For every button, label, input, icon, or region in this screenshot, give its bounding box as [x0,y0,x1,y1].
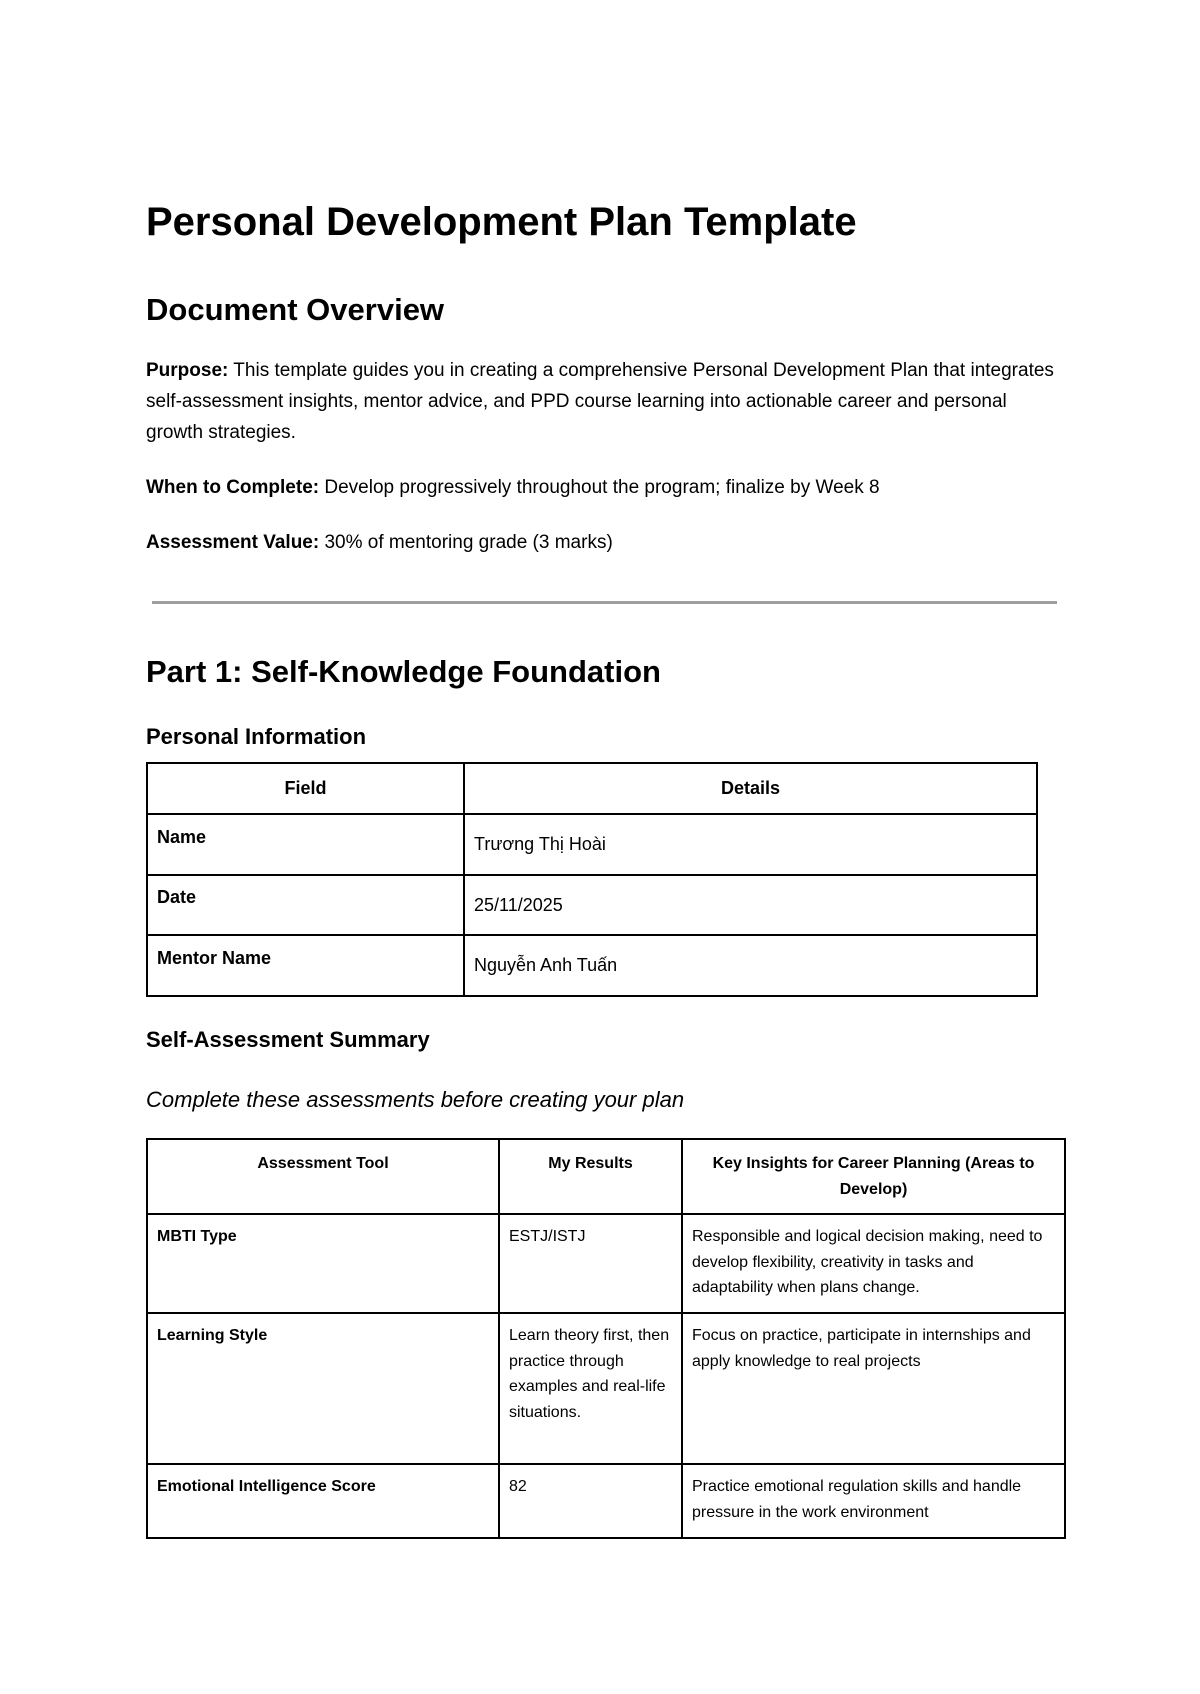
purpose-label: Purpose: [146,360,229,381]
overview-heading: Document Overview [146,292,445,327]
value-label: Assessment Value: [146,532,320,553]
personal-info-heading: Personal Information [146,724,367,749]
details-cell: 25/11/2025 [464,875,1037,935]
table-row [147,1313,1065,1464]
tool-cell: MBTI Type [147,1214,499,1313]
details-cell: Trương Thị Hoài [464,814,1037,875]
value-text: 30% of mentoring grade (3 marks) [319,532,613,553]
results-cell: 82 [499,1464,682,1538]
personal-info-table [146,762,1038,997]
when-label: When to Complete: [146,477,320,498]
table-row [147,875,1037,935]
column-header: Details [464,763,1037,814]
table-row [147,935,1037,996]
assessment-note: Complete these assessments before creating your plan [146,1087,685,1112]
column-header: My Results [499,1139,682,1214]
field-cell: Mentor Name [147,935,464,996]
table-row [147,1464,1065,1538]
column-header: Key Insights for Career Planning (Areas to Develop) [682,1139,1065,1214]
tool-cell: Emotional Intelligence Score [147,1464,499,1538]
insights-cell: Focus on practice, participate in internships and apply knowledge to real projects [682,1313,1065,1464]
table-row [147,814,1037,875]
page-title: Personal Development Plan Template [146,200,857,244]
when-text: Develop progressively throughout the program; finalize by Week 8 [319,477,880,498]
results-cell: ESTJ/ISTJ [499,1214,682,1313]
section-divider [152,601,1057,604]
document-content [146,196,1066,1539]
insights-cell: Responsible and logical decision making, need to develop flexibility, creativity in tasks and adaptability when plans change. [682,1214,1065,1313]
value-paragraph [146,527,1066,558]
details-cell: Nguyễn Anh Tuấn [464,935,1037,996]
field-cell: Date [147,875,464,935]
results-cell: Learn theory first, then practice through examples and real-life situations. [499,1313,682,1464]
column-header: Field [147,763,464,814]
insights-cell: Practice emotional regulation skills and handle pressure in the work environment [682,1464,1065,1538]
column-header: Assessment Tool [147,1139,499,1214]
table-header-row [147,1139,1065,1214]
field-cell: Name [147,814,464,875]
when-paragraph [146,472,1066,503]
self-assessment-table [146,1138,1066,1539]
purpose-paragraph [146,355,1066,448]
tool-cell: Learning Style [147,1313,499,1464]
purpose-text: This template guides you in creating a comprehensive Personal Development Plan that integrates self-assessment insights, mentor advice, and PPD course learning into actionable career and personal growth strategies. [146,360,1054,443]
part1-heading: Part 1: Self-Knowledge Foundation [146,654,661,689]
table-row [147,1214,1065,1313]
self-assessment-heading: Self-Assessment Summary [146,1027,430,1052]
table-header-row [147,763,1037,814]
